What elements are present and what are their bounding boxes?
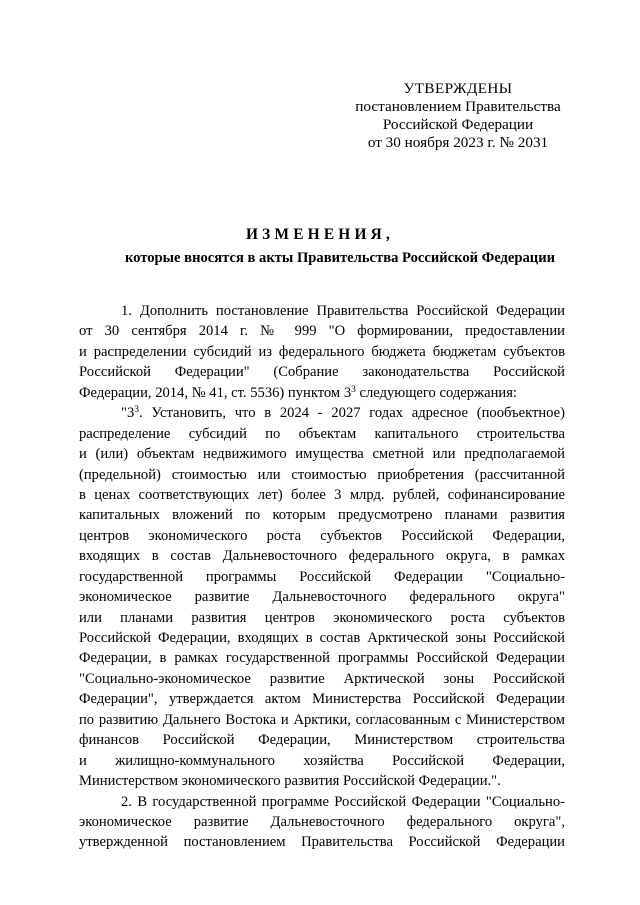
body-line: Министерством экономического развития Российской Федерации.". xyxy=(79,773,501,790)
document-subtitle: которые вносятся в акты Правительства Российской Федерации xyxy=(124,250,556,266)
body-line: утвержденной постановлением Правительства Российской Федерации xyxy=(79,834,565,851)
body-line: или планами развития центров экономического роста субъектов xyxy=(79,609,565,626)
approval-heading: УТВЕРЖДЕНЫ xyxy=(403,80,513,97)
body-line: по развитию Дальнего Востока и Арктики, согласованным с Министерством xyxy=(79,711,565,728)
body-line: "Социально-экономическое развитие Арктической зоны Российской xyxy=(79,670,565,687)
body-line: государственной программы Российской Федерации "Социально- xyxy=(79,568,565,585)
body-line: Федерации", утверждается актом Министерства Российской Федерации xyxy=(79,691,565,708)
body-line: экономическое развитие Дальневосточного федерального округа", xyxy=(79,813,565,830)
body-line: Федерации, в рамках государственной программы Российской Федерации xyxy=(79,650,565,667)
body-line-part: . Установить, что в 2024 - 2027 годах адресное (пообъектное) xyxy=(139,405,565,422)
document-body xyxy=(79,301,565,853)
body-line: центров экономического роста субъектов Российской Федерации, xyxy=(79,527,565,544)
body-line: входящих в состав Дальневосточного федерального округа, в рамках xyxy=(79,548,565,565)
body-line: распределение субсидий по объектам капитального строительства xyxy=(79,425,565,442)
body-line: финансов Российской Федерации, Министерством строительства xyxy=(79,732,565,749)
body-line: 1. Дополнить постановление Правительства Российской Федерации xyxy=(121,303,565,319)
approval-block xyxy=(340,80,576,152)
superscript: 3 xyxy=(134,405,140,416)
body-line xyxy=(79,383,565,403)
document-title: ИЗМЕНЕНИЯ, xyxy=(245,226,395,243)
body-line: и распределении субсидий из федерального бюджета бюджетам субъектов xyxy=(79,343,565,360)
superscript: 3 xyxy=(351,384,356,395)
body-line: в ценах соответствующих лет) более 3 млрд. рублей, софинансирование xyxy=(79,486,565,503)
body-line: капитальных вложений по которым предусмотрено планами развития xyxy=(79,507,565,524)
body-line: Российской Федерации, входящих в состав Арктической зоны Российской xyxy=(79,630,565,646)
body-line-part: следующего содержания: xyxy=(355,384,517,401)
body-line xyxy=(79,403,565,423)
approval-line-1: постановлением Правительства xyxy=(355,98,561,115)
body-line: Российской Федерации" (Собрание законодательства Российской xyxy=(79,364,565,381)
body-line: экономическое развитие Дальневосточного федерального округа" xyxy=(79,589,565,606)
approval-line-3: от 30 ноября 2023 г. № 2031 xyxy=(367,134,549,151)
body-line-part: "3 xyxy=(121,405,135,422)
body-line: 2. В государственной программе Российской Федерации "Социально- xyxy=(121,793,565,810)
body-line: и жилищно-коммунального хозяйства Российской Федерации, xyxy=(79,752,565,769)
approval-line-2: Российской Федерации xyxy=(382,116,534,133)
body-line: и (или) объектам недвижимого имущества сметной или предполагаемой xyxy=(79,446,565,463)
body-line-part: Федерации, 2014, № 41, ст. 5536) пунктом 3 xyxy=(79,384,352,401)
body-line: (предельной) стоимостью или стоимостью приобретения (рассчитанной xyxy=(79,466,565,483)
body-line: от 30 сентября 2014 г. № 999 "О формировании, предоставлении xyxy=(79,323,565,340)
